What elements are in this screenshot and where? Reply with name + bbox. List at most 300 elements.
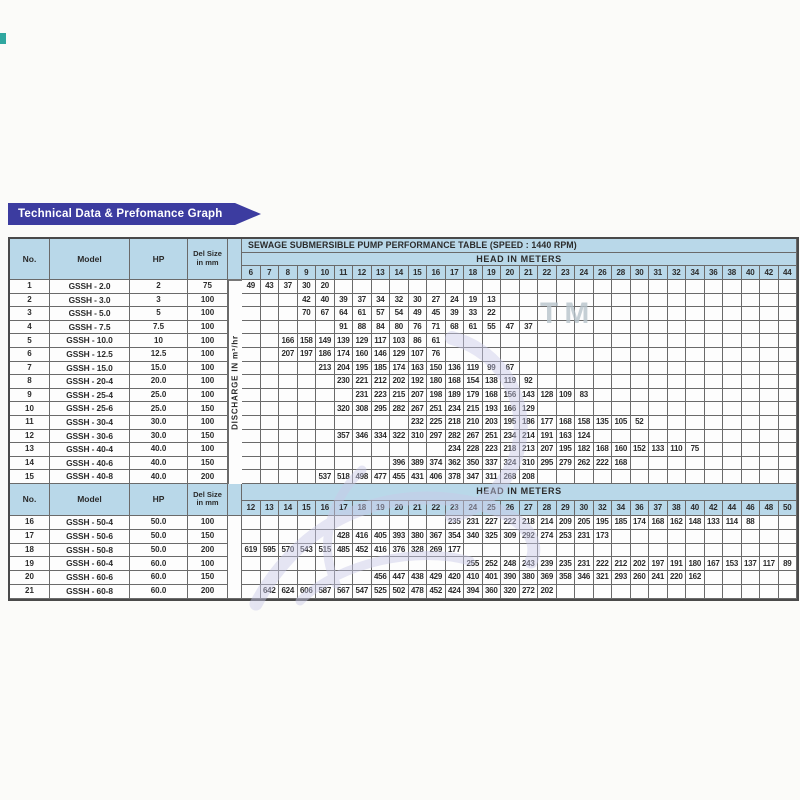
value-cell: [723, 402, 742, 416]
value-cell: 174: [335, 348, 354, 362]
value-cell: 340: [464, 530, 483, 544]
value-cell: [760, 457, 779, 471]
value-cell: 37: [520, 321, 539, 335]
value-cell: 241: [649, 571, 668, 585]
head-col-21: 21: [520, 266, 539, 280]
head-col-24: 24: [464, 501, 483, 516]
value-cell: [723, 375, 742, 389]
value-cell: [279, 571, 298, 585]
value-cell: [686, 307, 705, 321]
value-cell: 193: [483, 402, 502, 416]
value-cell: 262: [575, 457, 594, 471]
value-cell: 168: [612, 457, 631, 471]
value-cell: [538, 362, 557, 376]
value-cell: 477: [372, 470, 391, 484]
head-col-20: 20: [501, 266, 520, 280]
value-cell: 223: [483, 443, 502, 457]
value-cell: 346: [353, 430, 372, 444]
value-cell: [427, 280, 446, 294]
value-cell: 272: [520, 585, 539, 599]
value-cell: [279, 443, 298, 457]
value-cell: [298, 375, 317, 389]
value-cell: [760, 389, 779, 403]
value-cell: [649, 457, 668, 471]
value-cell: 239: [538, 557, 557, 571]
value-cell: [612, 334, 631, 348]
value-cell: [612, 321, 631, 335]
value-cell: 52: [631, 416, 650, 430]
value-cell: 525: [372, 585, 391, 599]
value-cell: 64: [335, 307, 354, 321]
value-cell: 293: [612, 571, 631, 585]
value-cell: [668, 470, 687, 484]
value-cell: [612, 389, 631, 403]
value-cell: 543: [298, 544, 317, 558]
value-cell: 231: [575, 557, 594, 571]
value-cell: [705, 294, 724, 308]
value-cell: 39: [446, 307, 465, 321]
value-cell: 260: [631, 571, 650, 585]
row-hp: 3: [130, 294, 188, 308]
col-header-no: No.: [10, 239, 50, 280]
value-cell: [631, 375, 650, 389]
value-cell: [760, 470, 779, 484]
row-no: 12: [10, 430, 50, 444]
value-cell: [242, 430, 261, 444]
value-cell: [538, 307, 557, 321]
head-col-44: 44: [779, 266, 798, 280]
value-cell: [723, 321, 742, 335]
value-cell: 310: [520, 457, 539, 471]
value-cell: 137: [742, 557, 761, 571]
value-cell: 311: [483, 470, 502, 484]
head-col-38: 38: [668, 501, 687, 516]
value-cell: [594, 307, 613, 321]
row-delsize: 100: [188, 294, 228, 308]
value-cell: [742, 457, 761, 471]
value-cell: [261, 571, 280, 585]
head-col-16: 16: [427, 266, 446, 280]
value-cell: [686, 530, 705, 544]
value-cell: 354: [446, 530, 465, 544]
row-hp: 15.0: [130, 362, 188, 376]
value-cell: [279, 557, 298, 571]
value-cell: [612, 585, 631, 599]
row-no: 1: [10, 280, 50, 294]
value-cell: 431: [409, 470, 428, 484]
header-spacer-cell: [228, 484, 242, 516]
value-cell: [742, 307, 761, 321]
value-cell: 162: [668, 516, 687, 530]
value-cell: 222: [501, 516, 520, 530]
value-cell: [316, 571, 335, 585]
value-cell: 308: [353, 402, 372, 416]
value-cell: [612, 402, 631, 416]
value-cell: 162: [686, 571, 705, 585]
value-cell: 292: [520, 530, 539, 544]
row-model: GSSH - 60-4: [50, 557, 130, 571]
value-cell: 180: [427, 375, 446, 389]
value-cell: 231: [353, 389, 372, 403]
value-cell: 380: [520, 571, 539, 585]
value-cell: 24: [446, 294, 465, 308]
value-cell: [631, 402, 650, 416]
value-cell: [390, 516, 409, 530]
value-cell: [779, 362, 798, 376]
value-cell: [686, 585, 705, 599]
value-cell: 40: [316, 294, 335, 308]
row-delsize: 150: [188, 457, 228, 471]
value-cell: [427, 516, 446, 530]
value-cell: [557, 544, 576, 558]
value-cell: 168: [594, 443, 613, 457]
value-cell: 253: [557, 530, 576, 544]
value-cell: [335, 457, 354, 471]
value-cell: [464, 280, 483, 294]
value-cell: [501, 280, 520, 294]
value-cell: [242, 530, 261, 544]
value-cell: [742, 585, 761, 599]
value-cell: 160: [612, 443, 631, 457]
value-cell: 231: [575, 530, 594, 544]
value-cell: 135: [594, 416, 613, 430]
head-col-36: 36: [631, 501, 650, 516]
value-cell: [668, 416, 687, 430]
value-cell: [298, 362, 317, 376]
value-cell: [538, 402, 557, 416]
row-no: 15: [10, 470, 50, 484]
value-cell: 143: [520, 389, 539, 403]
value-cell: [483, 348, 502, 362]
value-cell: 49: [242, 280, 261, 294]
value-cell: [649, 362, 668, 376]
value-cell: 91: [335, 321, 354, 335]
value-cell: 230: [335, 375, 354, 389]
value-cell: [612, 280, 631, 294]
row-hp: 40.0: [130, 457, 188, 471]
value-cell: 447: [390, 571, 409, 585]
value-cell: 320: [501, 585, 520, 599]
value-cell: 389: [409, 457, 428, 471]
value-cell: [705, 375, 724, 389]
value-cell: [742, 430, 761, 444]
value-cell: [594, 585, 613, 599]
value-cell: [612, 470, 631, 484]
value-cell: [242, 362, 261, 376]
head-col-17: 17: [446, 266, 465, 280]
row-hp: 50.0: [130, 544, 188, 558]
value-cell: [649, 307, 668, 321]
value-cell: [316, 557, 335, 571]
value-cell: 221: [353, 375, 372, 389]
value-cell: [649, 585, 668, 599]
value-cell: [242, 294, 261, 308]
banner-title: Technical Data & Prefomance Graph: [18, 208, 223, 220]
value-cell: 54: [390, 307, 409, 321]
value-cell: [742, 321, 761, 335]
value-cell: [242, 585, 261, 599]
value-cell: 168: [483, 389, 502, 403]
value-cell: 204: [335, 362, 354, 376]
value-cell: [668, 321, 687, 335]
value-cell: [760, 430, 779, 444]
value-cell: 89: [779, 557, 798, 571]
row-delsize: 150: [188, 430, 228, 444]
value-cell: [668, 375, 687, 389]
value-cell: [557, 470, 576, 484]
value-cell: [668, 280, 687, 294]
value-cell: 197: [649, 557, 668, 571]
row-delsize: 100: [188, 362, 228, 376]
value-cell: [723, 416, 742, 430]
value-cell: [779, 307, 798, 321]
col-header-model: Model: [50, 239, 130, 280]
head-col-26: 26: [594, 266, 613, 280]
value-cell: [372, 557, 391, 571]
value-cell: [594, 470, 613, 484]
value-cell: [779, 348, 798, 362]
value-cell: [631, 430, 650, 444]
value-cell: 424: [446, 585, 465, 599]
head-col-20: 20: [390, 501, 409, 516]
value-cell: [298, 571, 317, 585]
value-cell: [501, 544, 520, 558]
value-cell: 177: [446, 544, 465, 558]
value-cell: [464, 544, 483, 558]
value-cell: [372, 457, 391, 471]
row-delsize: 100: [188, 348, 228, 362]
value-cell: [446, 334, 465, 348]
head-in-meters-label: HEAD IN METERS: [242, 484, 797, 501]
value-cell: [779, 402, 798, 416]
head-col-42: 42: [705, 501, 724, 516]
value-cell: [649, 430, 668, 444]
row-no: 3: [10, 307, 50, 321]
value-cell: 282: [390, 402, 409, 416]
value-cell: [464, 348, 483, 362]
value-cell: [779, 443, 798, 457]
value-cell: 218: [501, 443, 520, 457]
value-cell: 208: [520, 470, 539, 484]
value-cell: 207: [538, 443, 557, 457]
value-cell: [649, 389, 668, 403]
value-cell: [501, 348, 520, 362]
value-cell: 160: [353, 348, 372, 362]
value-cell: [261, 402, 280, 416]
row-model: GSSH - 25-6: [50, 402, 130, 416]
head-col-38: 38: [723, 266, 742, 280]
value-cell: 119: [501, 375, 520, 389]
value-cell: [742, 389, 761, 403]
row-delsize: 100: [188, 389, 228, 403]
value-cell: 83: [575, 389, 594, 403]
row-hp: 60.0: [130, 557, 188, 571]
value-cell: 213: [316, 362, 335, 376]
value-cell: [409, 443, 428, 457]
value-cell: 438: [409, 571, 428, 585]
head-col-22: 22: [427, 501, 446, 516]
value-cell: [649, 470, 668, 484]
value-cell: [631, 544, 650, 558]
value-cell: [261, 294, 280, 308]
value-cell: [242, 443, 261, 457]
head-col-50: 50: [779, 501, 798, 516]
value-cell: [668, 544, 687, 558]
value-cell: [353, 280, 372, 294]
value-cell: 452: [353, 544, 372, 558]
value-cell: [335, 571, 354, 585]
value-cell: 202: [631, 557, 650, 571]
value-cell: 86: [409, 334, 428, 348]
value-cell: 192: [409, 375, 428, 389]
value-cell: 138: [483, 375, 502, 389]
value-cell: [446, 557, 465, 571]
value-cell: 295: [372, 402, 391, 416]
value-cell: 103: [390, 334, 409, 348]
value-cell: [594, 294, 613, 308]
value-cell: [557, 307, 576, 321]
value-cell: [261, 362, 280, 376]
value-cell: 322: [390, 430, 409, 444]
value-cell: 251: [427, 402, 446, 416]
value-cell: 406: [427, 470, 446, 484]
value-cell: [316, 402, 335, 416]
value-cell: [631, 348, 650, 362]
value-cell: [520, 294, 539, 308]
section-banner: [8, 203, 235, 225]
value-cell: [723, 470, 742, 484]
value-cell: [242, 457, 261, 471]
value-cell: 502: [390, 585, 409, 599]
value-cell: [668, 457, 687, 471]
value-cell: [723, 294, 742, 308]
head-col-23: 23: [446, 501, 465, 516]
value-cell: [760, 443, 779, 457]
value-cell: [742, 571, 761, 585]
value-cell: [686, 321, 705, 335]
value-cell: 328: [409, 544, 428, 558]
value-cell: [446, 348, 465, 362]
head-col-14: 14: [279, 501, 298, 516]
value-cell: 189: [446, 389, 465, 403]
value-cell: [409, 557, 428, 571]
row-no: 20: [10, 571, 50, 585]
row-delsize: 200: [188, 470, 228, 484]
value-cell: 267: [409, 402, 428, 416]
value-cell: [705, 348, 724, 362]
value-cell: [501, 307, 520, 321]
value-cell: [390, 416, 409, 430]
value-cell: [649, 321, 668, 335]
value-cell: 606: [298, 585, 317, 599]
value-cell: [575, 334, 594, 348]
value-cell: [520, 348, 539, 362]
value-cell: [668, 402, 687, 416]
value-cell: 153: [723, 557, 742, 571]
value-cell: [705, 416, 724, 430]
head-col-16: 16: [316, 501, 335, 516]
value-cell: 429: [427, 571, 446, 585]
head-col-27: 27: [520, 501, 539, 516]
value-cell: [279, 294, 298, 308]
head-col-7: 7: [261, 266, 280, 280]
value-cell: [668, 430, 687, 444]
value-cell: [705, 430, 724, 444]
value-cell: [779, 375, 798, 389]
value-cell: [316, 516, 335, 530]
value-cell: 61: [353, 307, 372, 321]
value-cell: [335, 416, 354, 430]
value-cell: 179: [464, 389, 483, 403]
value-cell: 410: [464, 571, 483, 585]
value-cell: [316, 416, 335, 430]
value-cell: [760, 375, 779, 389]
value-cell: [723, 585, 742, 599]
value-cell: [705, 585, 724, 599]
value-cell: [316, 457, 335, 471]
head-col-26: 26: [501, 501, 520, 516]
row-model: GSSH - 60-6: [50, 571, 130, 585]
value-cell: [575, 585, 594, 599]
value-cell: [631, 362, 650, 376]
value-cell: [298, 530, 317, 544]
value-cell: [242, 375, 261, 389]
value-cell: 124: [575, 430, 594, 444]
value-cell: [483, 280, 502, 294]
value-cell: [742, 443, 761, 457]
row-hp: 25.0: [130, 402, 188, 416]
value-cell: 195: [594, 516, 613, 530]
tm-watermark-text: TM: [540, 297, 596, 330]
value-cell: 61: [427, 334, 446, 348]
value-cell: 268: [501, 470, 520, 484]
value-cell: 133: [705, 516, 724, 530]
value-cell: [631, 470, 650, 484]
value-cell: [279, 416, 298, 430]
value-cell: 129: [520, 402, 539, 416]
value-cell: [686, 416, 705, 430]
value-cell: [538, 544, 557, 558]
value-cell: [575, 294, 594, 308]
value-cell: [631, 585, 650, 599]
value-cell: [279, 307, 298, 321]
value-cell: [760, 334, 779, 348]
value-cell: [612, 362, 631, 376]
value-cell: [649, 334, 668, 348]
value-cell: 215: [390, 389, 409, 403]
value-cell: 350: [464, 457, 483, 471]
value-cell: 110: [668, 443, 687, 457]
value-cell: [520, 280, 539, 294]
value-cell: [649, 280, 668, 294]
value-cell: [649, 375, 668, 389]
col-header-no: No.: [10, 484, 50, 516]
value-cell: [668, 348, 687, 362]
row-delsize: 150: [188, 571, 228, 585]
row-model: GSSH - 50-8: [50, 544, 130, 558]
value-cell: [742, 530, 761, 544]
value-cell: [705, 443, 724, 457]
value-cell: [686, 348, 705, 362]
value-cell: 367: [427, 530, 446, 544]
value-cell: 456: [372, 571, 391, 585]
value-cell: [520, 544, 539, 558]
value-cell: [261, 557, 280, 571]
value-cell: [335, 516, 354, 530]
value-cell: 380: [409, 530, 428, 544]
value-cell: [575, 544, 594, 558]
value-cell: 390: [501, 571, 520, 585]
